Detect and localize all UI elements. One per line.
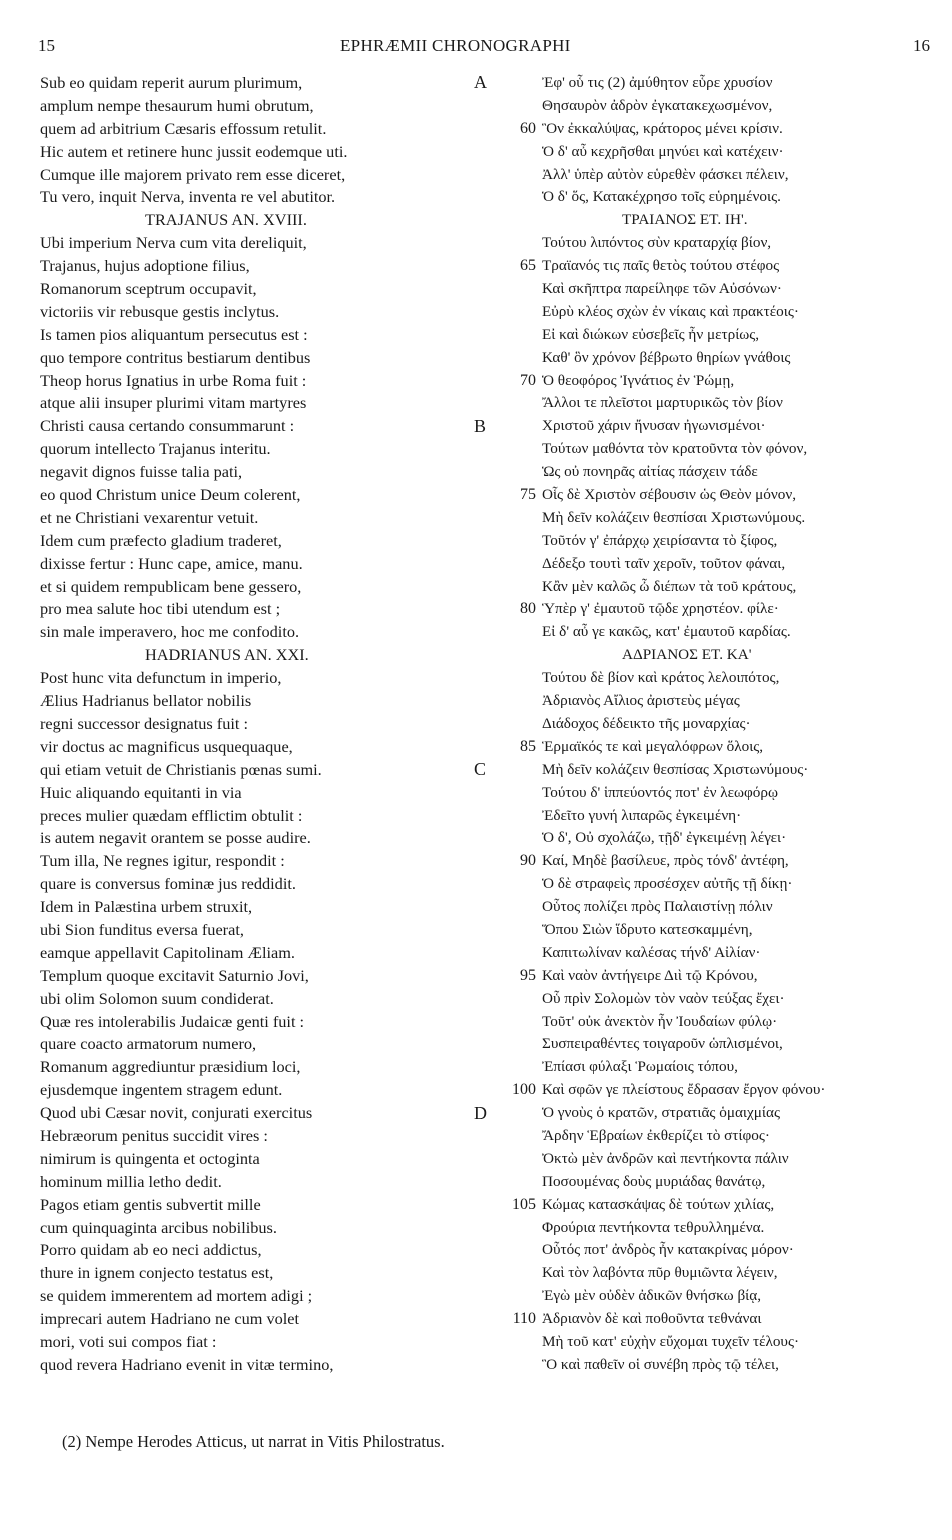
line-text: Ὃ καὶ παθεῖν οἱ συνέβη πρὸς τῷ τέλει, <box>542 1355 779 1373</box>
text-line <box>40 530 470 553</box>
line-text: Post hunc vita defunctum in imperio, <box>40 668 282 688</box>
line-text: Templum quoque excitavit Saturnio Jovi, <box>40 965 309 985</box>
section-heading <box>542 644 947 667</box>
section-heading <box>40 209 470 232</box>
line-text: Οὗ πρὶν Σολομὼν τὸν ναὸν τεύξας ἔχει· <box>542 989 785 1007</box>
line-text: Quæ res intolerabilis Judaicæ genti fuit : <box>40 1011 305 1031</box>
text-line <box>520 598 947 621</box>
line-text: Ὀκτὼ μὲν ἀνδρῶν καὶ πεντήκοντα πάλιν <box>542 1149 789 1167</box>
text-line <box>40 598 470 621</box>
text-line <box>40 484 470 507</box>
text-line <box>40 690 470 713</box>
line-number: 65 <box>520 257 536 275</box>
line-text: quare is conversus fominæ jus reddidit. <box>40 874 296 894</box>
text-line <box>40 72 470 95</box>
line-text: quare coacto armatorum numero, <box>40 1034 257 1054</box>
running-title: EPHRÆMII CHRONOGRAPHI <box>340 36 571 55</box>
line-text: thure in ignem conjecto testatus est, <box>40 1263 274 1283</box>
line-text: ΤΡΑΙΑΝΟΣ ΕΤ. ΙΗ'. <box>622 211 748 229</box>
text-line <box>542 782 947 805</box>
line-number: 70 <box>520 371 536 389</box>
text-line <box>40 576 470 599</box>
text-line <box>542 324 947 347</box>
text-line <box>40 782 470 805</box>
text-line <box>542 461 947 484</box>
line-text: ubi Sion funditus eversa fuerat, <box>40 919 244 939</box>
text-line <box>542 1056 947 1079</box>
line-text: Tu vero, inquit Nerva, inventa re vel abutitor. <box>40 187 336 207</box>
text-line <box>40 713 470 736</box>
line-number: 110 <box>512 1310 536 1328</box>
text-line <box>542 919 947 942</box>
text-line <box>512 1079 947 1102</box>
line-text: Τούτου δ' ἱππεύοντός ποτ' ἐν λεωφόρῳ <box>542 783 778 801</box>
line-text: victoriis vir rebusque gestis inclytus. <box>40 301 280 321</box>
page-header <box>0 36 952 60</box>
line-text: Ὡς οὐ πονηρᾶς αἰτίας πάσχειν τάδε <box>542 463 758 481</box>
text-line <box>542 95 947 118</box>
text-line <box>542 1148 947 1171</box>
line-text: Ἀδριανὸς Αἴλιος ἀριστεὺς μέγας <box>542 692 740 710</box>
section-heading <box>40 644 470 667</box>
text-line <box>542 873 947 896</box>
text-line <box>542 507 947 530</box>
line-text: HADRIANUS AN. XXI. <box>145 645 309 665</box>
line-number: 75 <box>520 486 536 504</box>
line-text: Ἀδριανὸν δὲ καὶ ποθοῦντα τεθνάναι <box>542 1310 762 1328</box>
line-text: Romanum aggrediuntur præsidium loci, <box>40 1057 301 1077</box>
text-line <box>40 1102 470 1125</box>
line-text: et si quidem rempublicam bene gessero, <box>40 576 302 596</box>
line-text: Ἐπίασι φύλαξι Ῥωμαίοις τόπου, <box>542 1058 738 1076</box>
text-line <box>40 736 470 759</box>
text-line <box>40 1331 470 1354</box>
text-line <box>542 186 947 209</box>
text-line <box>542 1217 947 1240</box>
text-line <box>40 232 470 255</box>
text-line <box>542 827 947 850</box>
line-text: Καὶ τὸν λαβόντα πῦρ θυμιῶντα λέγειν, <box>542 1264 778 1282</box>
text-line <box>40 370 470 393</box>
line-text: Οὗτος πολίζει πρὸς Παλαιστίνῃ πόλιν <box>542 898 773 916</box>
text-line <box>542 415 947 438</box>
line-text: Huic aliquando equitanti in via <box>40 782 242 802</box>
line-number: 95 <box>520 966 536 984</box>
line-text: Μὴ δεῖν κολάζειν θεσπίσαι Χριστωνύμους. <box>542 508 806 526</box>
line-text: Χριστοῦ χάριν ἤνυσαν ἠγωνισμένοι· <box>542 417 766 435</box>
line-text: Εἰ δ' αὖ γε κακῶς, κατ' ἐμαυτοῦ καρδίας. <box>542 623 791 641</box>
line-text: se quidem immerentem ad mortem adigi ; <box>40 1286 313 1306</box>
line-text: Καὶ ναὸν ἀντήγειρε Διὶ τῷ Κρόνου, <box>542 966 758 984</box>
text-line <box>542 1102 947 1125</box>
line-text: is autem negavit orantem se posse audire. <box>40 828 311 848</box>
line-text: Ἐγὼ μὲν οὐδὲν ἀδικῶν θνήσκω βίᾳ, <box>542 1287 762 1305</box>
line-text: quo tempore contritus bestiarum dentibus <box>40 347 311 367</box>
line-text: Εὐρὺ κλέος σχὼν ἐν νίκαις καὶ πρακτέοις· <box>542 302 799 320</box>
line-text: negavit dignos fuisse talia pati, <box>40 462 243 482</box>
text-line <box>542 942 947 965</box>
line-text: qui etiam vetuit de Christianis pœnas sumi. <box>40 759 322 779</box>
line-number: 100 <box>512 1081 536 1099</box>
line-text: Κώμας κατασκάψας δὲ τούτων χιλίας, <box>542 1195 775 1213</box>
text-line <box>40 1011 470 1034</box>
line-text: Sub eo quidam reperit aurum plurimum, <box>40 73 303 92</box>
line-text: mori, voti sui compos fiat : <box>40 1331 217 1351</box>
text-line <box>542 1125 947 1148</box>
text-line <box>40 301 470 324</box>
margin-letter: D <box>474 1102 487 1123</box>
text-line <box>40 118 470 141</box>
line-text: ΑΔΡΙΑΝΟΣ ΕΤ. ΚΑ' <box>622 646 752 664</box>
greek-column <box>512 72 947 1377</box>
text-line <box>40 1262 470 1285</box>
text-line <box>40 255 470 278</box>
text-line <box>520 850 947 873</box>
text-line <box>40 850 470 873</box>
line-text: vir doctus ac magnificus usquequaque, <box>40 736 293 756</box>
line-text: Ἑρμαϊκός τε καὶ μεγαλόφρων ὅλοις, <box>542 737 764 755</box>
text-line <box>40 1308 470 1331</box>
line-text: TRAJANUS AN. XVIII. <box>145 210 307 230</box>
text-line <box>542 438 947 461</box>
text-line <box>542 141 947 164</box>
text-line <box>40 1079 470 1102</box>
line-text: Is tamen pios aliquantum persecutus est : <box>40 324 308 344</box>
line-text: Hebræorum penitus succidit vires : <box>40 1125 268 1145</box>
line-text: Τοῦτ' οὐκ ἀνεκτὸν ἦν Ἰουδαίων φύλῳ· <box>542 1012 778 1030</box>
line-text: quem ad arbitrium Cæsaris effossum retulit. <box>40 118 327 138</box>
line-text: regni successor designatus fuit : <box>40 713 248 733</box>
text-line <box>40 1239 470 1262</box>
line-text: Τοῦτόν γ' ἐπάρχῳ χειρίσαντα τὸ ξίφος, <box>542 531 778 549</box>
line-text: Οἷς δὲ Χριστὸν σέβουσιν ὡς Θεὸν μόνον, <box>542 486 796 504</box>
line-text: Ἀλλ' ὑπὲρ αὐτὸν εὑρεθὲν φάσκει πέλειν, <box>542 165 789 183</box>
text-line <box>520 484 947 507</box>
text-line <box>542 690 947 713</box>
line-text: eo quod Christum unice Deum colerent, <box>40 485 301 505</box>
line-text: Christi causa certando consummarunt : <box>40 416 295 436</box>
text-line <box>542 1033 947 1056</box>
text-line <box>542 1239 947 1262</box>
line-text: Idem in Palæstina urbem struxit, <box>40 897 253 917</box>
line-text: Μὴ τοῦ κατ' εὐχὴν εὔχομαι τυχεῖν τέλους· <box>542 1332 800 1350</box>
text-line <box>542 1011 947 1034</box>
text-line <box>542 347 947 370</box>
line-text: quorum intellecto Trajanus interitu. <box>40 439 271 459</box>
line-text: cum quinquaginta arcibus nobilibus. <box>40 1217 277 1237</box>
line-text: Καὶ σκῆπτρα παρείληφε τῶν Αὐσόνων· <box>542 280 782 298</box>
line-text: Ἐφ' οὗ τις (2) ἀμύθητον εὗρε χρυσίον <box>542 74 773 91</box>
text-line <box>40 347 470 370</box>
line-number: 85 <box>520 737 536 755</box>
line-text: eamque appellavit Capitolinam Æliam. <box>40 942 296 962</box>
page-number-right: 16 <box>913 36 930 55</box>
text-line <box>542 1354 947 1377</box>
text-line <box>40 438 470 461</box>
text-line <box>40 988 470 1011</box>
line-text: Διάδοχος δέδεικτο τῆς μοναρχίας· <box>542 714 751 732</box>
text-line <box>40 461 470 484</box>
margin-letter: A <box>474 72 487 92</box>
line-text: Καὶ σφῶν γε πλείστους ἔδρασαν ἔργον φόνου· <box>542 1081 826 1099</box>
line-text: Ubi imperium Nerva cum vita dereliquit, <box>40 233 307 253</box>
line-text: Ælius Hadrianus bellator nobilis <box>40 691 252 711</box>
text-line <box>542 278 947 301</box>
text-line <box>40 1194 470 1217</box>
line-text: Ὑπὲρ γ' ἐμαυτοῦ τῷδε χρηστέον. φίλε· <box>542 600 779 618</box>
margin-letter: C <box>474 759 487 779</box>
text-line <box>40 95 470 118</box>
line-text: Τραϊανός τις παῖς θετὸς τούτου στέφος <box>542 257 780 275</box>
text-line <box>542 553 947 576</box>
line-text: dixisse fertur : Hunc cape, amice, manu. <box>40 553 303 573</box>
text-line <box>542 759 947 782</box>
text-line <box>542 576 947 599</box>
text-line <box>520 736 947 759</box>
text-line <box>40 1285 470 1308</box>
text-line <box>40 1033 470 1056</box>
line-text: nimirum is quingenta et octoginta <box>40 1148 260 1168</box>
text-line <box>542 164 947 187</box>
line-text: amplum nempe thesaurum humi obrutum, <box>40 95 314 115</box>
text-line <box>40 759 470 782</box>
line-text: Hic autem et retinere hunc jussit eodemque uti. <box>40 141 348 161</box>
text-line <box>512 1194 947 1217</box>
text-line <box>512 1308 947 1331</box>
line-number: 105 <box>512 1195 536 1213</box>
text-line <box>542 896 947 919</box>
line-number: 60 <box>520 119 536 137</box>
text-line <box>40 507 470 530</box>
text-line <box>520 255 947 278</box>
line-text: pro mea salute hoc tibi utendum est ; <box>40 599 281 619</box>
text-line <box>40 1056 470 1079</box>
text-line <box>542 988 947 1011</box>
text-line <box>40 919 470 942</box>
text-line <box>40 827 470 850</box>
text-line <box>40 942 470 965</box>
text-line <box>40 621 470 644</box>
line-text: Theop horus Ignatius in urbe Roma fuit : <box>40 370 307 390</box>
text-line <box>40 873 470 896</box>
line-text: Συσπειραθέντες τοιγαροῦν ὡπλισμένοι, <box>542 1035 783 1053</box>
line-text: Τούτων μαθόντα τὸν κρατοῦντα τὸν φόνον, <box>542 440 808 458</box>
text-line <box>542 392 947 415</box>
line-text: ejusdemque ingentem stragem edunt. <box>40 1080 283 1100</box>
line-text: Φρούρια πεντήκοντα τεθρυλλημένα. <box>542 1218 765 1236</box>
line-text: Ὁ γνοὺς ὁ κρατῶν, στρατιᾶς ὁμαιχμίας <box>542 1104 780 1122</box>
text-line <box>542 530 947 553</box>
line-text: Ὁ θεοφόρος Ἰγνάτιος ἐν Ῥώμῃ, <box>542 371 735 389</box>
text-line <box>40 186 470 209</box>
line-text: Ὅπου Σιὼν ἵδρυτο κατεσκαμμένη, <box>542 920 753 938</box>
line-text: sin male imperavero, hoc me confodito. <box>40 622 300 642</box>
text-line <box>40 965 470 988</box>
line-number: 80 <box>520 600 536 618</box>
text-line <box>40 278 470 301</box>
text-line <box>40 1217 470 1240</box>
line-text: Τούτου δὲ βίον καὶ κράτος λελοιπότος, <box>542 669 780 687</box>
text-line <box>40 896 470 919</box>
text-line <box>40 1354 470 1377</box>
section-heading <box>542 209 947 232</box>
line-text: Ὁ δὲ στραφεὶς προσέσχεν αὐτῆς τῇ δίκῃ· <box>542 875 793 893</box>
line-text: Ποσουμένας δοὺς μυριάδας θανάτῳ, <box>542 1172 766 1190</box>
line-text: Cumque ille majorem privato rem esse diceret, <box>40 164 346 184</box>
line-text: imprecari autem Hadriano ne cum volet <box>40 1309 300 1329</box>
line-number: 90 <box>520 852 536 870</box>
line-text: preces mulier quædam efflictim obtulit : <box>40 805 303 825</box>
text-line <box>542 805 947 828</box>
line-text: Ἄλλοι τε πλεῖστοι μαρτυρικῶς τὸν βίον <box>542 394 783 412</box>
text-line <box>40 324 470 347</box>
text-line <box>40 805 470 828</box>
line-text: Καί, Μηδὲ βασίλευε, πρὸς τόνδ' ἀντέφη, <box>542 852 789 870</box>
line-text: Romanorum sceptrum occupavit, <box>40 279 257 299</box>
text-line <box>542 301 947 324</box>
line-text: Quod ubi Cæsar novit, conjurati exercitus <box>40 1103 313 1123</box>
line-text: Θησαυρὸν ἀδρὸν ἐγκατακεχωσμένον, <box>542 96 773 114</box>
line-text: Τούτου λιπόντος σὺν κραταρχίᾳ βίον, <box>542 234 772 252</box>
line-text: Idem cum præfecto gladium traderet, <box>40 530 282 550</box>
line-text: Tum illa, Ne regnes igitur, respondit : <box>40 851 285 871</box>
line-text: atque alii insuper plurimi vitam martyres <box>40 393 307 413</box>
line-text: Ἐδεῖτο γυνή λιπαρῶς ἐγκειμένη· <box>542 806 742 824</box>
line-text: Μὴ δεῖν κολάζειν θεσπίσας Χριστωνύμους· <box>542 760 809 778</box>
line-text: Δέδεξο τουτὶ ταῖν χεροῖν, τοῦτον φάναι, <box>542 554 786 572</box>
text-line <box>40 1171 470 1194</box>
line-text: Ὁ δ' αὖ κεχρῆσθαι μηνύει καὶ κατέχειν· <box>542 142 784 160</box>
text-line <box>542 1171 947 1194</box>
page-number-left: 15 <box>38 36 55 55</box>
line-text: Ὁ δ' ὅς, Κατακέχρησο τοῖς εὑρημένοις. <box>542 188 781 206</box>
text-line <box>40 1125 470 1148</box>
line-text: Ὃν ἐκκαλύψας, κράτορος μένει κρίσιν. <box>542 119 783 137</box>
text-line <box>520 118 947 141</box>
text-line <box>542 621 947 644</box>
line-text: Ἄρδην Ἑβραίων ἐκθερίζει τὸ στίφος· <box>542 1126 770 1144</box>
line-text: Pagos etiam gentis subvertit mille <box>40 1194 261 1214</box>
line-text: Καθ' ὃν χρόνον βέβρωτο θηρίων γνάθοις <box>542 348 791 366</box>
line-text: Κἂν μὲν καλῶς ὦ διέπων τὰ τοῦ κράτους, <box>542 577 797 595</box>
line-text: Οὗτός ποτ' ἀνδρὸς ἦν κατακρίνας μόρον· <box>542 1241 794 1259</box>
line-text: quod revera Hadriano evenit in vitæ termino, <box>40 1354 334 1374</box>
text-line <box>40 141 470 164</box>
text-line <box>40 553 470 576</box>
line-text: Trajanus, hujus adoptione filius, <box>40 256 250 276</box>
footnote: (2) Nempe Herodes Atticus, ut narrat in Vitis Philostratus. <box>62 1432 445 1451</box>
margin-letter: B <box>474 415 487 436</box>
text-line <box>520 965 947 988</box>
text-line <box>542 1285 947 1308</box>
line-text: Ὁ δ', Οὐ σχολάζω, τῇδ' ἐγκειμένῃ λέγει· <box>542 829 787 847</box>
text-line <box>542 713 947 736</box>
text-line <box>542 232 947 255</box>
line-text: ubi olim Solomon suum condiderat. <box>40 988 274 1008</box>
line-text: hominum millia letho dedit. <box>40 1171 222 1191</box>
text-line <box>40 392 470 415</box>
text-line <box>520 370 947 393</box>
line-text: Εἰ καὶ διώκων εὐσεβεῖς ἦν μετρίως, <box>542 325 760 343</box>
line-text: Καπιτωλίναν καλέσας τήνδ' Αἰλίαν· <box>542 943 761 961</box>
text-line <box>40 164 470 187</box>
latin-column <box>40 72 470 1377</box>
text-line <box>40 415 470 438</box>
text-line <box>542 667 947 690</box>
text-line <box>40 1148 470 1171</box>
line-text: Porro quidam ab eo neci addictus, <box>40 1240 262 1260</box>
text-line <box>542 72 947 95</box>
text-line <box>542 1331 947 1354</box>
text-line <box>40 667 470 690</box>
text-line <box>542 1262 947 1285</box>
line-text: et ne Christiani vexarentur vetuit. <box>40 507 259 527</box>
